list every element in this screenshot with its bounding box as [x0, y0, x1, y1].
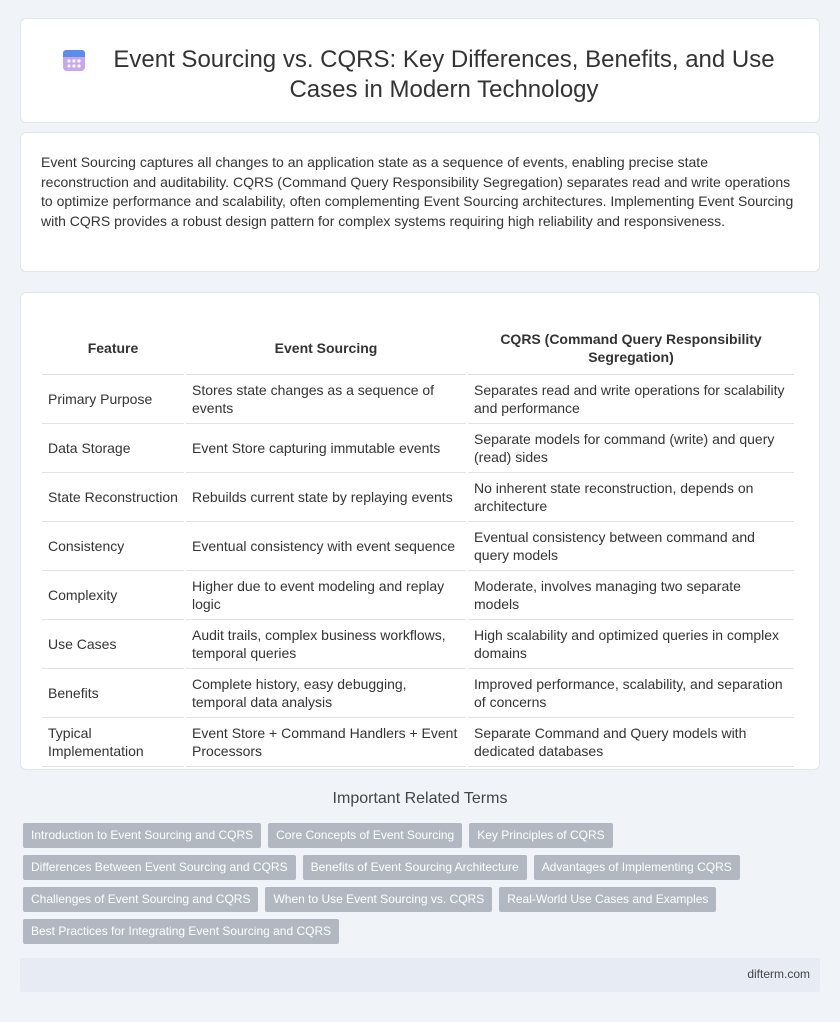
- intro-paragraph: Event Sourcing captures all changes to an application state as a sequence of events, enabling precise state reconstruction and auditability. CQRS (Command Query Responsibility Segregation) separates read and write operations to optimize performance and scalability, often complementing Event Sourcing architectures. Implementing Event Sourcing with CQRS provides a robust design pattern for complex systems requiring high reliability and responsiveness.: [41, 154, 794, 230]
- row-event-sourcing: Event Store capturing immutable events: [186, 424, 466, 473]
- related-terms-title: Important Related Terms: [332, 790, 508, 807]
- title-row: [21, 19, 819, 105]
- table-row: [42, 571, 794, 620]
- table-row: [42, 522, 794, 571]
- row-event-sourcing: Stores state changes as a sequence of events: [186, 375, 466, 424]
- header-feature: Feature: [42, 313, 184, 375]
- row-feature: Benefits: [42, 669, 184, 718]
- row-feature: Data Storage: [42, 424, 184, 473]
- related-term-link[interactable]: Real-World Use Cases and Examples: [499, 887, 716, 912]
- related-term-link[interactable]: Differences Between Event Sourcing and CQRS: [23, 855, 296, 880]
- related-term-link[interactable]: Challenges of Event Sourcing and CQRS: [23, 887, 258, 912]
- header-card: [20, 18, 820, 123]
- comparison-card: [20, 292, 820, 770]
- row-event-sourcing: Rebuilds current state by replaying events: [186, 473, 466, 522]
- related-term-link[interactable]: Advantages of Implementing CQRS: [534, 855, 740, 880]
- related-term-link[interactable]: Best Practices for Integrating Event Sourcing and CQRS: [23, 919, 339, 944]
- row-event-sourcing: Audit trails, complex business workflows, temporal queries: [186, 620, 466, 669]
- row-cqrs: Moderate, involves managing two separate models: [468, 571, 794, 620]
- row-cqrs: Improved performance, scalability, and separation of concerns: [468, 669, 794, 718]
- row-feature: Primary Purpose: [42, 375, 184, 424]
- row-cqrs: High scalability and optimized queries in complex domains: [468, 620, 794, 669]
- footer-site-name[interactable]: difterm.com: [747, 967, 810, 981]
- row-feature: State Reconstruction: [42, 473, 184, 522]
- related-term-link[interactable]: When to Use Event Sourcing vs. CQRS: [265, 887, 492, 912]
- header-event-sourcing: Event Sourcing: [186, 313, 466, 375]
- row-cqrs: No inherent state reconstruction, depends on architecture: [468, 473, 794, 522]
- page-title: Event Sourcing vs. CQRS: Key Differences, Benefits, and Use Cases in Modern Technology: [113, 46, 775, 103]
- row-event-sourcing: Complete history, easy debugging, temporal data analysis: [186, 669, 466, 718]
- table-row: [42, 620, 794, 669]
- table-row: [42, 473, 794, 522]
- row-cqrs: Eventual consistency between command and query models: [468, 522, 794, 571]
- related-term-link[interactable]: Core Concepts of Event Sourcing: [268, 823, 462, 848]
- table-row: [42, 375, 794, 424]
- row-event-sourcing: Higher due to event modeling and replay logic: [186, 571, 466, 620]
- table-row: [42, 669, 794, 718]
- row-event-sourcing: Eventual consistency with event sequence: [186, 522, 466, 571]
- row-feature: Use Cases: [42, 620, 184, 669]
- comparison-table: [40, 313, 796, 767]
- row-cqrs: Separate Command and Query models with dedicated databases: [468, 718, 794, 767]
- row-cqrs: Separates read and write operations for scalability and performance: [468, 375, 794, 424]
- table-row: [42, 718, 794, 767]
- related-term-link[interactable]: Benefits of Event Sourcing Architecture: [303, 855, 527, 880]
- header-cqrs: CQRS (Command Query Responsibility Segregation): [468, 313, 794, 375]
- row-feature: Consistency: [42, 522, 184, 571]
- row-event-sourcing: Event Store + Command Handlers + Event Processors: [186, 718, 466, 767]
- related-term-link[interactable]: Introduction to Event Sourcing and CQRS: [23, 823, 261, 848]
- intro-card: [20, 132, 820, 272]
- footer: [20, 958, 820, 992]
- row-feature: Complexity: [42, 571, 184, 620]
- table-header-row: [42, 313, 794, 375]
- row-feature: Typical Implementation: [42, 718, 184, 767]
- row-cqrs: Separate models for command (write) and query (read) sides: [468, 424, 794, 473]
- table-row: [42, 424, 794, 473]
- calendar-icon: [61, 47, 87, 73]
- related-term-link[interactable]: Key Principles of CQRS: [469, 823, 612, 848]
- related-terms-list: [23, 823, 763, 951]
